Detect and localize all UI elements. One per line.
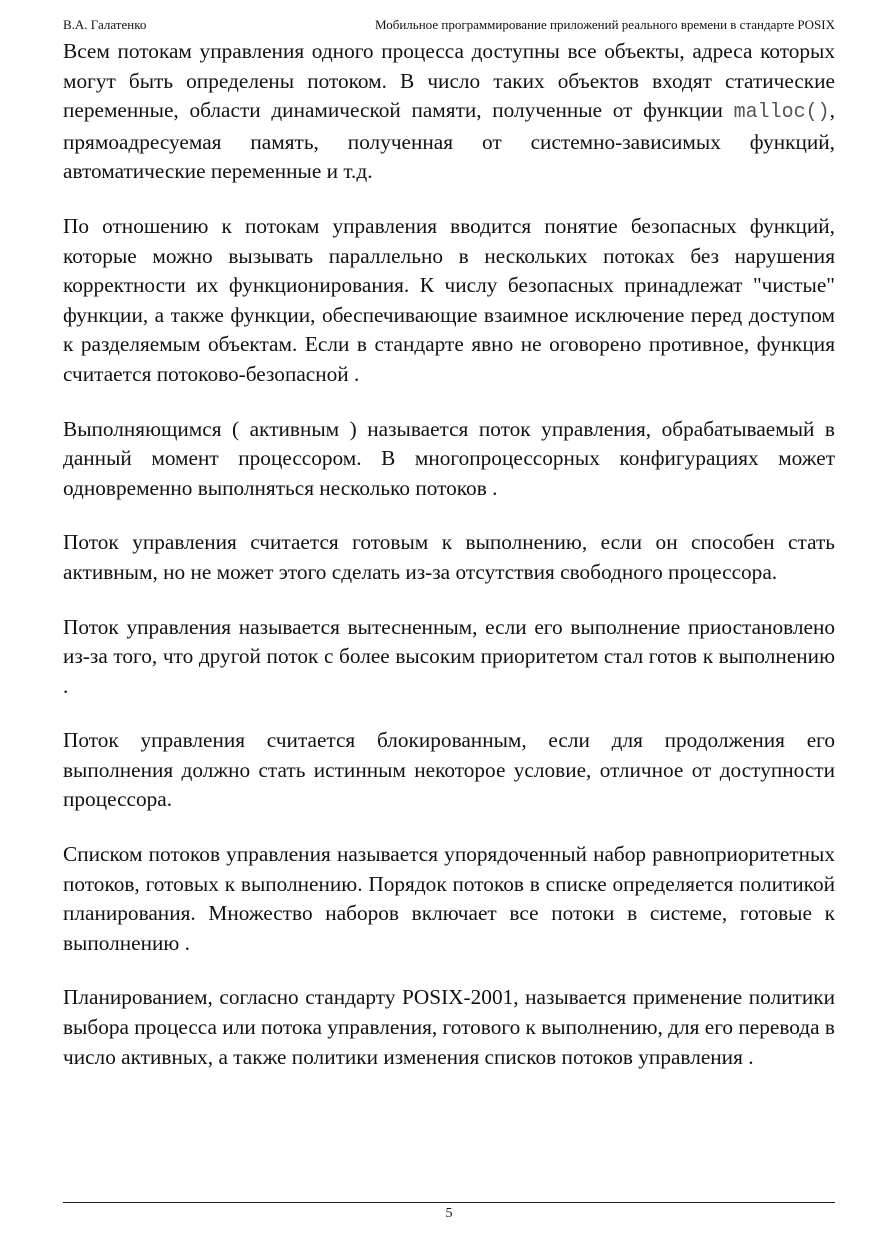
page-header bbox=[63, 15, 835, 35]
header-title: Мобильное программирование приложений реального времени в стандарте POSIX bbox=[375, 17, 835, 32]
page-number: 5 bbox=[445, 1206, 453, 1221]
paragraph-thread-list: Списком потоков управления называется упорядоченный набор равноприоритетных потоков, готовых к выполнению. Порядок потоков в списке определяется политикой планирования. Множество наборов включает все потоки в системе, готовые к выполнению . bbox=[63, 842, 835, 955]
code-malloc: malloc() bbox=[733, 101, 830, 125]
paragraph-text: , прямоадресуемая память, полученная от системно-зависимых функций, автоматические переменные и т.д. bbox=[63, 98, 835, 184]
paragraph-shared-objects bbox=[63, 37, 835, 187]
paragraph-safe-functions: По отношению к потокам управления вводится понятие безопасных функций, которые можно вызывать параллельно в нескольких потоках без нарушения корректности их функционирования. К числу безопасных принадлежат "чистые" функции, а также функции, обеспечивающие взаимное исключение перед доступом к разделяемым объектам. Если в стандарте явно не оговорено противное, функция считается потоково-безопасной . bbox=[63, 213, 835, 386]
document-body bbox=[63, 37, 835, 1072]
paragraph-preempted-thread: Поток управления называется вытесненным, если его выполнение приостановлено из-за того, что другой поток с более высоким приоритетом стал готов к выполнению . bbox=[63, 614, 835, 698]
paragraph-scheduling: Планированием, согласно стандарту POSIX-2001, называется применение политики выбора процесса или потока управления, готового к выполнению, для его перевода в число активных, а также политики изменения списков потоков управления . bbox=[63, 985, 835, 1069]
footer-divider bbox=[63, 1202, 835, 1203]
paragraph-blocked-thread: Поток управления считается блокированным, если для продолжения его выполнения должно стать истинным некоторое условие, отличное от доступности процессора. bbox=[63, 728, 835, 812]
header-author: В.А. Галатенко bbox=[63, 17, 147, 32]
paragraph-text: Всем потокам управления одного процесса доступны все объекты, адреса которых могут быть определены потоком. В число таких объектов входят статические переменные, области динамической памяти, полученные от функции bbox=[63, 39, 835, 123]
paragraph-active-thread: Выполняющимся ( активным ) называется поток управления, обрабатываемый в данный момент процессором. В многопроцессорных конфигурациях может одновременно выполняться несколько потоков . bbox=[63, 416, 835, 500]
paragraph-ready-thread: Поток управления считается готовым к выполнению, если он способен стать активным, но не может этого сделать из-за отсутствия свободного процессора. bbox=[63, 530, 835, 584]
